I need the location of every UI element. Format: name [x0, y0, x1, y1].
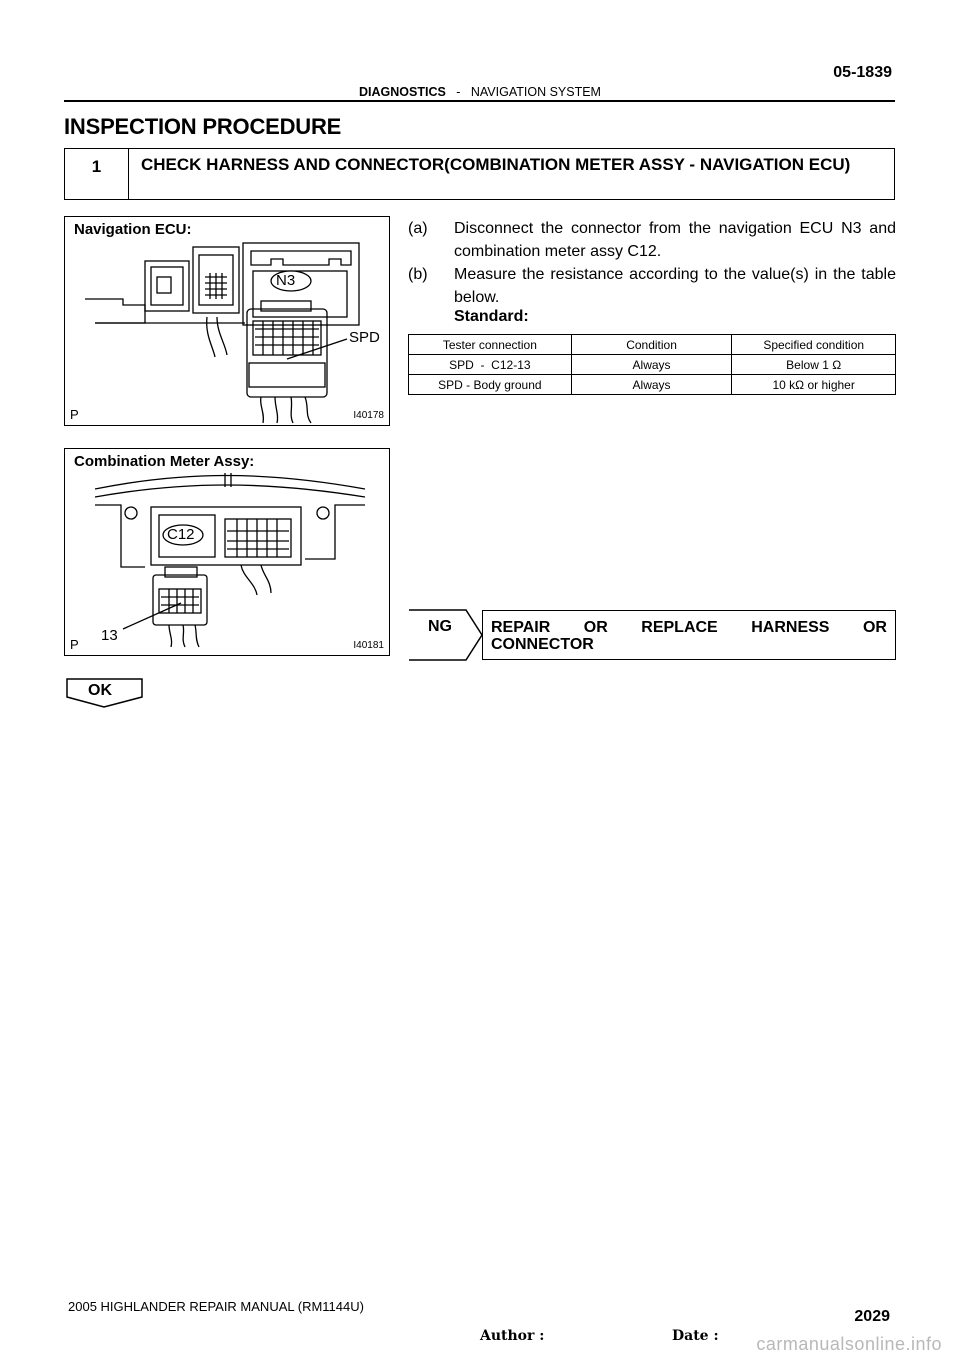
combination-meter-illustration	[65, 449, 389, 655]
table-cell: SPD - Body ground	[409, 375, 572, 395]
specification-table	[408, 334, 896, 395]
combination-meter-figure	[64, 448, 390, 656]
instruction-text-a: Disconnect the connector from the navigation ECU N3 and combination meter assy C12.	[454, 220, 896, 260]
figure-corner-mark: P	[70, 637, 79, 652]
table-header-cell: Condition	[571, 335, 732, 355]
instruction-label-b: (b)	[408, 266, 428, 283]
terminal-label-13: 13	[101, 627, 118, 644]
table-row	[409, 355, 896, 375]
footer-date-label: Date :	[672, 1328, 719, 1344]
table-cell: SPD - C12-13	[409, 355, 572, 375]
ng-action-text	[491, 619, 887, 653]
ng-action-box	[482, 610, 896, 660]
instruction-label-a: (a)	[408, 220, 428, 237]
table-row	[409, 375, 896, 395]
figure-corner-mark: P	[70, 407, 79, 422]
ng-action-line-2: CONNECTOR	[491, 636, 594, 653]
section-title: INSPECTION PROCEDURE	[64, 114, 342, 139]
footer-watermark: carmanualsonline.info	[756, 1334, 942, 1354]
connector-label-n3: N3	[276, 272, 296, 289]
step-box	[64, 148, 895, 200]
header-separator: -	[456, 85, 461, 99]
header-subsection: NAVIGATION SYSTEM	[470, 85, 601, 99]
table-header-row	[409, 335, 896, 355]
table-cell: Always	[571, 355, 732, 375]
connector-label-c12: C12	[167, 526, 195, 543]
footer-page-number: 2029	[854, 1308, 890, 1325]
ok-label: OK	[88, 682, 112, 699]
ng-action-line-1: REPAIR OR REPLACE HARNESS OR	[491, 619, 887, 636]
ng-label: NG	[428, 618, 452, 635]
figure-title: Combination Meter Assy:	[74, 453, 255, 470]
table-cell: Always	[571, 375, 732, 395]
table-cell: 10 kΩ or higher	[732, 375, 896, 395]
running-header	[0, 85, 960, 99]
figure-title: Navigation ECU:	[74, 221, 192, 238]
terminal-label-spd: SPD	[349, 329, 380, 346]
table-header-cell: Tester connection	[409, 335, 572, 355]
step-title: CHECK HARNESS AND CONNECTOR(COMBINATION METER ASSY - NAVIGATION ECU)	[141, 155, 851, 174]
footer-manual-title: 2005 HIGHLANDER REPAIR MANUAL (RM1144U)	[68, 1299, 364, 1314]
table-header-cell: Specified condition	[732, 335, 896, 355]
page-code: 05-1839	[833, 64, 892, 81]
table-cell: Below 1 Ω	[732, 355, 896, 375]
header-rule	[64, 100, 895, 102]
figure-image-code: I40181	[353, 640, 384, 651]
footer-author-label: Author :	[480, 1328, 545, 1344]
instruction-text-b: Measure the resistance according to the value(s) in the table below.	[454, 266, 896, 306]
navigation-ecu-figure	[64, 216, 390, 426]
figure-image-code: I40178	[353, 410, 384, 421]
step-number: 1	[65, 149, 129, 199]
navigation-ecu-illustration	[65, 217, 389, 425]
standard-label: Standard:	[454, 308, 529, 325]
header-section: DIAGNOSTICS	[359, 85, 446, 99]
